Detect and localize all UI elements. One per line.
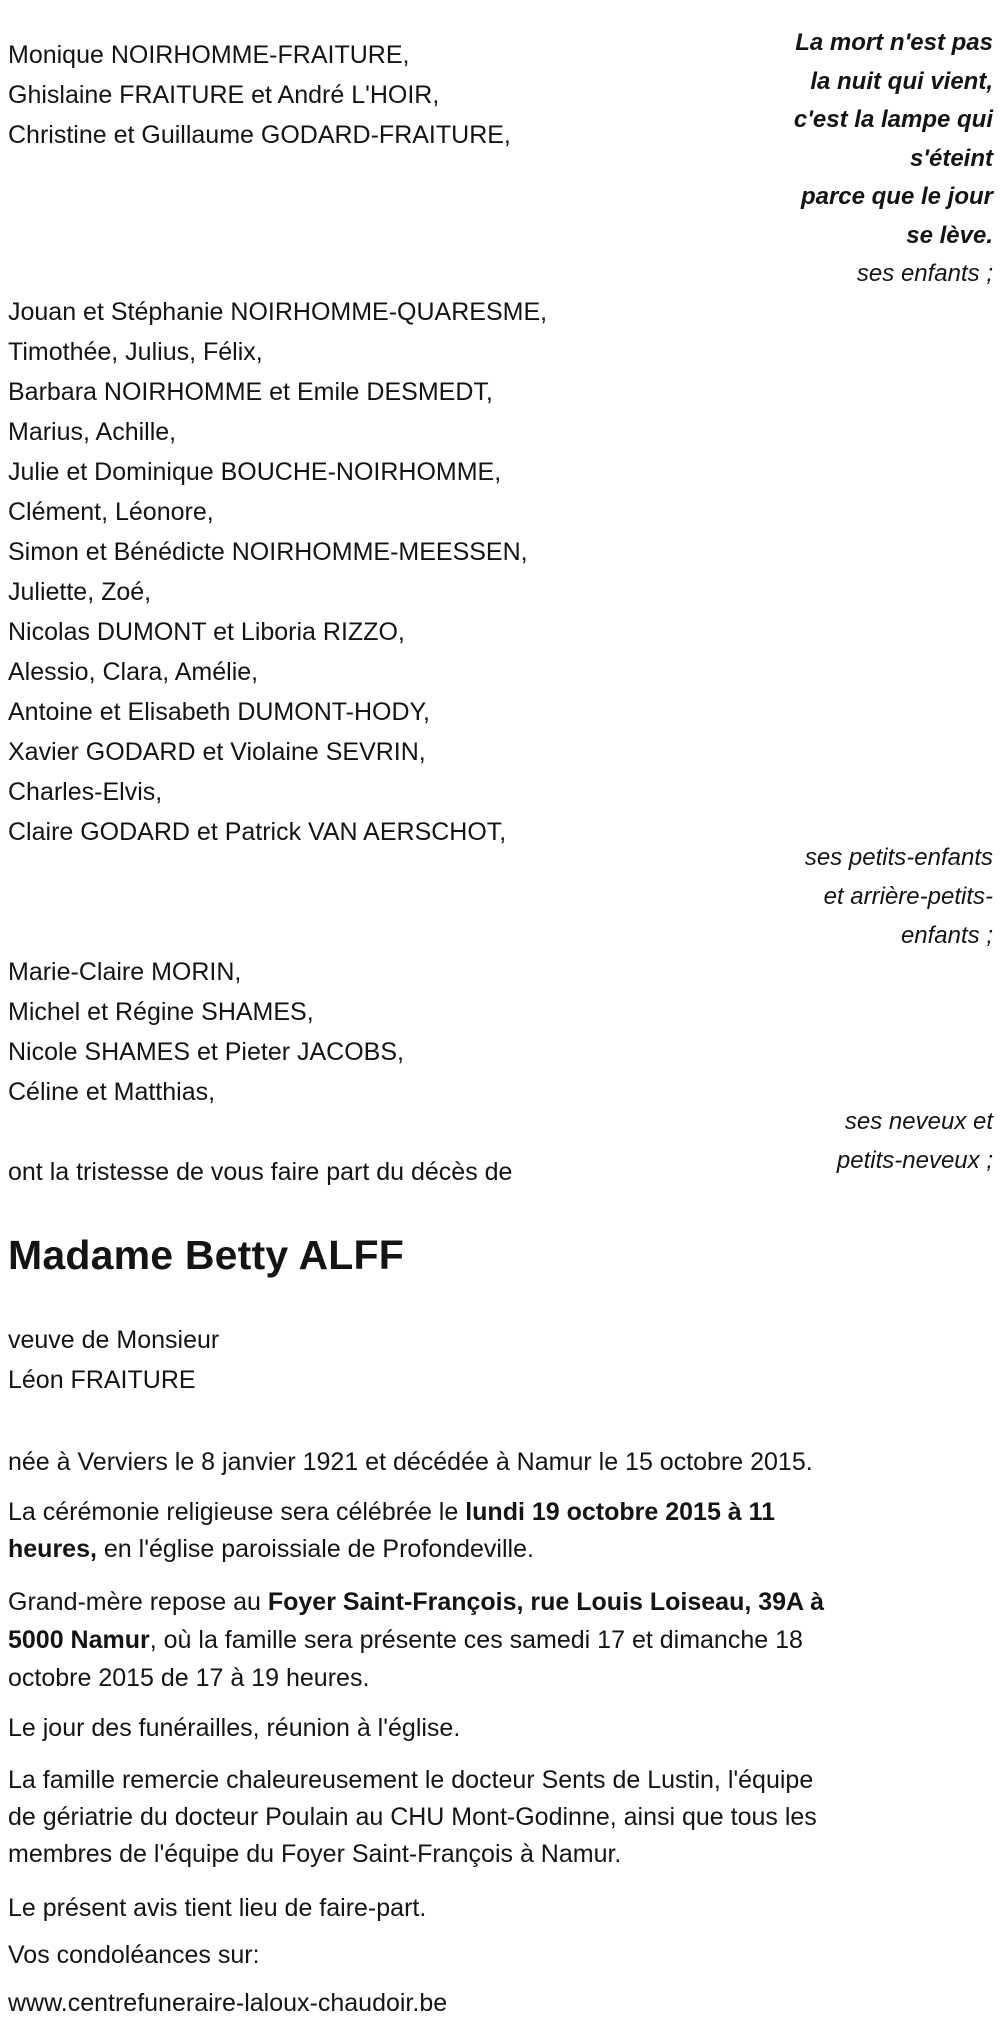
name-line: Charles-Elvis, <box>8 778 163 806</box>
announcement-intro <box>8 1154 512 1191</box>
name-line: Jouan et Stéphanie NOIRHOMME-QUARESME, <box>8 298 548 326</box>
widow-line: veuve de Monsieur <box>8 1326 220 1354</box>
repose-line <box>8 1583 824 1621</box>
funeral-day-paragraph <box>8 1710 460 1747</box>
quote-line: La mort n'est pas <box>795 29 993 56</box>
thanks-line: membres de l'équipe du Foyer Saint-François à Namur. <box>8 1840 622 1868</box>
nephews-names-block <box>8 952 404 1112</box>
name-line: Clément, Léonore, <box>8 498 214 526</box>
name-line: Michel et Régine SHAMES, <box>8 998 314 1026</box>
name-line: Juliette, Zoé, <box>8 578 152 606</box>
repose-line <box>8 1621 824 1659</box>
name-line: Marie-Claire MORIN, <box>8 958 242 986</box>
name-line: Nicole SHAMES et Pieter JACOBS, <box>8 1038 404 1066</box>
quote-line: se lève. <box>906 221 993 249</box>
name-line: Christine et Guillaume GODARD-FRAITURE, <box>8 121 511 149</box>
relation-label-line: petits-neveux ; <box>836 1147 993 1174</box>
birth-death-paragraph <box>8 1444 813 1481</box>
quote-attribution-children: ses enfants ; <box>856 260 993 287</box>
name-line: Xavier GODARD et Violaine SEVRIN, <box>8 738 426 766</box>
quote-line: c'est la lampe qui <box>793 106 993 133</box>
repose-line <box>8 1659 824 1697</box>
quote-line: s'éteint <box>909 144 993 172</box>
memorial-quote <box>794 24 993 294</box>
quote-line: parce que le jour <box>800 183 993 210</box>
ceremony-date-bold: lundi 19 octobre 2015 à 11 <box>465 1498 776 1526</box>
ceremony-text: en l'église paroissiale de Profondeville. <box>96 1535 534 1563</box>
repose-address-bold: Foyer Saint-François, rue Louis Loiseau, 39A à <box>267 1588 825 1616</box>
ceremony-text: La cérémonie religieuse sera célébrée le <box>8 1498 466 1526</box>
repose-text: Grand-mère repose au <box>8 1588 268 1616</box>
quote-line: la nuit qui vient, <box>810 67 993 95</box>
funeral-day-line: Le jour des funérailles, réunion à l'église. <box>8 1714 461 1742</box>
name-line: Alessio, Clara, Amélie, <box>8 658 259 686</box>
ceremony-date-bold: heures, <box>8 1535 97 1563</box>
relation-label-line: et arrière-petits- <box>823 883 993 910</box>
name-line: Barbara NOIRHOMME et Emile DESMEDT, <box>8 378 493 406</box>
name-line: Simon et Bénédicte NOIRHOMME-MEESSEN, <box>8 538 528 566</box>
name-line: Julie et Dominique BOUCHE-NOIRHOMME, <box>8 458 502 486</box>
name-line: Monique NOIRHOMME-FRAITURE, <box>8 41 410 69</box>
condolences-intro <box>8 1937 260 1974</box>
name-line: Marius, Achille, <box>8 418 177 446</box>
name-line: Claire GODARD et Patrick VAN AERSCHOT, <box>8 818 507 846</box>
grandchildren-relation-label <box>805 838 993 955</box>
deceased-name-heading <box>8 1230 404 1280</box>
announcement-line: ont la tristesse de vous faire part du décès de <box>8 1158 513 1186</box>
nephews-relation-label <box>837 1102 993 1180</box>
birth-death-line: née à Verviers le 8 janvier 1921 et décédée à Namur le 15 octobre 2015. <box>8 1448 813 1476</box>
ceremony-line <box>8 1494 775 1531</box>
repose-text: , où la famille sera présente ces samedi 17 et dimanche 18 <box>149 1626 803 1654</box>
name-line: Antoine et Elisabeth DUMONT-HODY, <box>8 698 430 726</box>
relation-label-line: enfants ; <box>900 922 993 949</box>
relation-label-line: ses neveux et <box>844 1108 993 1135</box>
funeral-home-website-link[interactable]: www.centrefuneraire-laloux-chaudoir.be <box>8 1989 448 2017</box>
ceremony-paragraph <box>8 1494 775 1568</box>
thanks-line: de gériatrie du docteur Poulain au CHU Mont-Godinne, ainsi que tous les <box>8 1803 817 1831</box>
name-line: Céline et Matthias, <box>8 1078 216 1106</box>
grandchildren-names-block <box>8 292 547 852</box>
deceased-name: Madame Betty ALFF <box>8 1232 404 1278</box>
notice-paragraph <box>8 1890 426 1927</box>
repose-text: octobre 2015 de 17 à 19 heures. <box>8 1664 370 1692</box>
thanks-line: La famille remercie chaleureusement le docteur Sents de Lustin, l'équipe <box>8 1766 814 1794</box>
condolences-line: Vos condoléances sur: <box>8 1941 260 1969</box>
name-line: Ghislaine FRAITURE et André L'HOIR, <box>8 81 440 109</box>
repose-paragraph <box>8 1583 824 1697</box>
notice-line: Le présent avis tient lieu de faire-part. <box>8 1894 427 1922</box>
repose-address-bold: 5000 Namur <box>8 1626 150 1654</box>
widow-line: Léon FRAITURE <box>8 1366 196 1394</box>
children-names-block <box>8 35 511 155</box>
name-line: Nicolas DUMONT et Liboria RIZZO, <box>8 618 405 646</box>
widow-of-block <box>8 1320 219 1400</box>
website-block <box>8 1985 447 2022</box>
thanks-paragraph <box>8 1762 817 1873</box>
relation-label-line: ses petits-enfants <box>804 844 993 871</box>
name-line: Timothée, Julius, Félix, <box>8 338 263 366</box>
ceremony-line <box>8 1531 775 1568</box>
